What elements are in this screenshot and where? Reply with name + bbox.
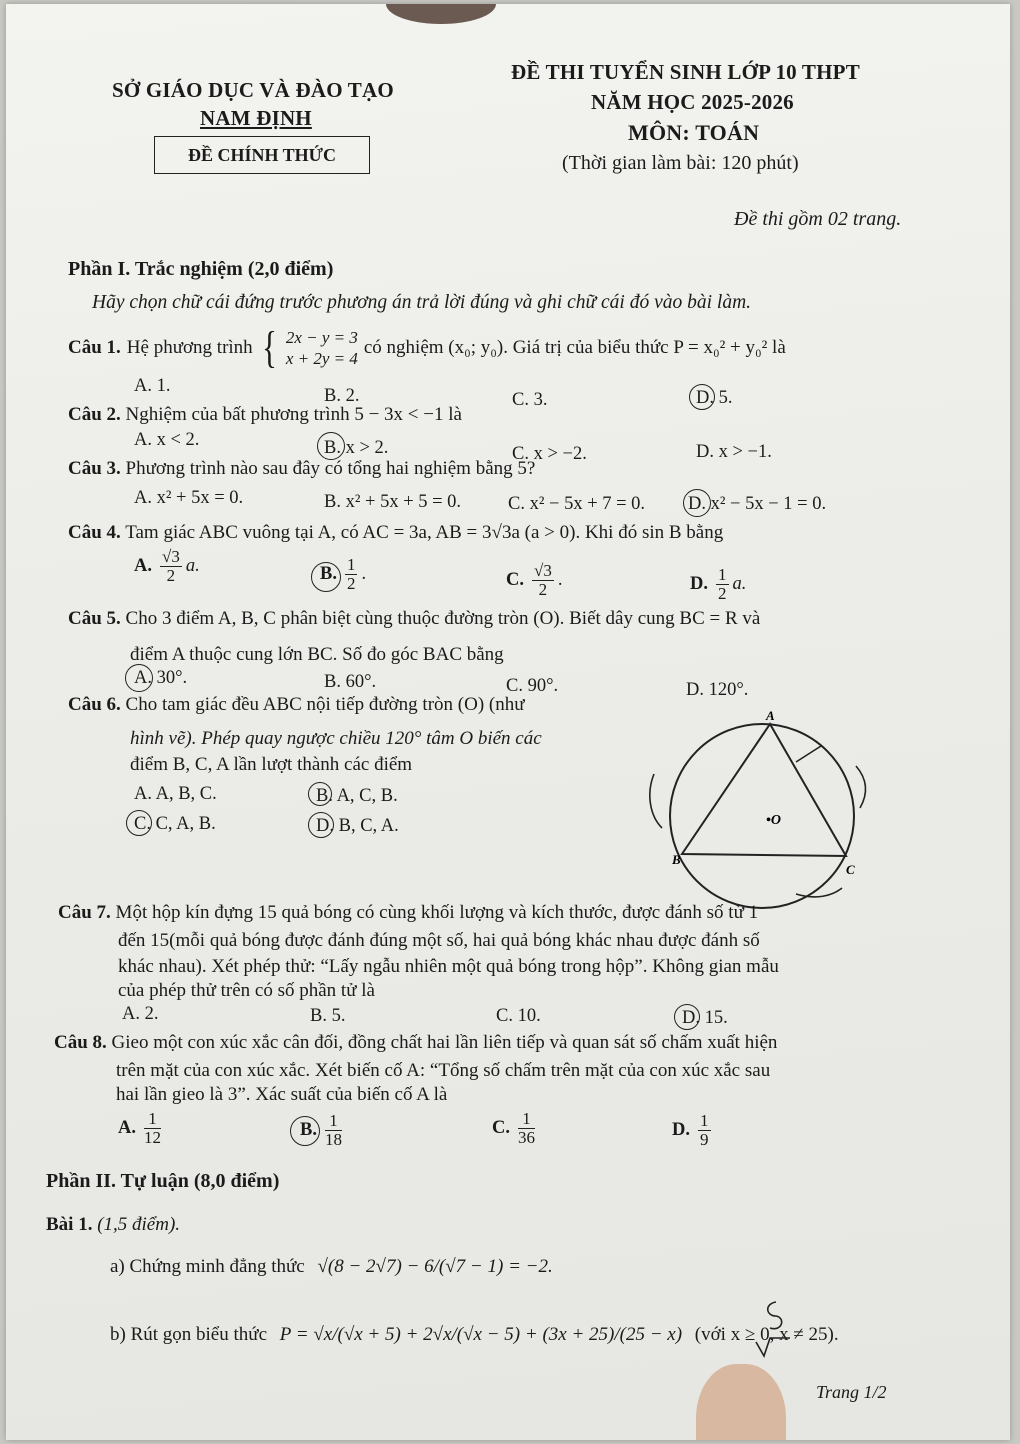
q4-opt-c-num: √3 [534, 561, 552, 580]
q3-line [68, 458, 535, 480]
q8-opt-d [672, 1112, 711, 1149]
q4-opt-d-den: 2 [718, 583, 727, 603]
q8-opt-a-num: 1 [144, 1110, 161, 1129]
dept-line1: SỞ GIÁO DỤC VÀ ĐÀO TẠO [112, 78, 394, 102]
q8-opt-d-frac [698, 1112, 711, 1149]
q8-text1: Gieo một con xúc xắc cân đối, đồng chất hai lần liên tiếp và quan sát số chấm xuất hiện [111, 1032, 778, 1053]
q8-opt-d-num: 1 [700, 1111, 709, 1130]
q1-opt-a: A. 1. [134, 376, 171, 396]
q4-opt-c-den: 2 [538, 579, 548, 599]
school-year: NĂM HỌC 2025-2026 [591, 90, 794, 114]
q6-pen-stroke-right [856, 766, 866, 808]
q1-brace: { [261, 323, 277, 372]
q4-opt-b-frac [345, 556, 358, 593]
exam-title: ĐỀ THI TUYỂN SINH LỚP 10 THPT [511, 60, 860, 84]
q8-opt-c-num: 1 [518, 1110, 535, 1129]
q7-opt-d: D. 15. [682, 1008, 728, 1028]
q7-opt-b: B. 5. [310, 1006, 346, 1026]
q4-line [68, 522, 723, 544]
bai1a-expr: √(8 − 2√7) − 6/(√7 − 1) = −2. [317, 1256, 553, 1277]
q6-pen-stroke-left [650, 774, 662, 828]
q4-opt-b-tail: . [361, 563, 367, 584]
q1-line [68, 323, 786, 372]
q4-answer-circle [311, 562, 341, 592]
q4-opt-d-tail: a. [732, 573, 747, 594]
pages-note: Đề thi gồm 02 trang. [734, 208, 902, 230]
q4-opt-b-den: 2 [346, 573, 356, 593]
q7-text2: đến 15(mỗi quả bóng được đánh đúng một số, hai quả bóng khác nhau được đánh số [118, 930, 760, 951]
q8-opt-a-frac [144, 1110, 161, 1147]
q2-line [68, 404, 462, 426]
q6-text3: điểm B, C, A lần lượt thành các điểm [130, 754, 413, 775]
q8-opt-a-den: 12 [144, 1127, 161, 1147]
q6-text2: hình vẽ). Phép quay ngược chiều 120° tâm O biến các [130, 728, 542, 749]
q6-mark-b [308, 782, 332, 806]
q1-eq1: 2x − y = 3 [285, 327, 358, 347]
q4-opt-b-num: 1 [346, 555, 356, 574]
q8-opt-a [118, 1110, 161, 1147]
part1-instruction: Hãy chọn chữ cái đứng trước phương án trả lời đúng và ghi chữ cái đó vào bài làm. [92, 292, 752, 313]
q2-opt-c: C. x > −2. [512, 444, 587, 464]
q6-opt-d: D. B, C, A. [316, 816, 399, 836]
q6-opt-c: C. C, A, B. [134, 814, 216, 834]
q6-label-o: •O [766, 813, 782, 828]
q1-system [286, 327, 358, 370]
q5-opt-b: B. 60°. [324, 672, 377, 692]
q4-opt-d-num: 1 [718, 565, 727, 584]
q8-opt-c [492, 1110, 535, 1147]
bai1a-text: a) Chứng minh đẳng thức [110, 1256, 305, 1277]
q2-label: Câu 2. [68, 404, 121, 425]
finger-bottom [696, 1364, 786, 1440]
bai1-label: Bài 1. [46, 1214, 93, 1235]
q4-opt-c-frac [532, 562, 554, 599]
q6-text1: Cho tam giác đều ABC nội tiếp đường tròn (O) (như [125, 694, 525, 715]
q5-answer-circle [125, 664, 153, 692]
q4-opt-c-tail: . [557, 569, 563, 590]
finger-shadow-top [386, 4, 496, 24]
q8-opt-b-frac [325, 1112, 342, 1149]
q5-label: Câu 5. [68, 608, 121, 629]
q5-line1 [68, 608, 760, 630]
bai1b-expr: P = √x/(√x + 5) + 2√x/(√x − 5) + (3x + 25)/(25 − x) [279, 1324, 683, 1345]
q6-label: Câu 6. [68, 694, 121, 715]
q3-opt-d: D. x² − 5x − 1 = 0. [688, 494, 827, 514]
q2-answer-circle [317, 432, 345, 460]
q8-line1 [54, 1032, 777, 1054]
q8-opt-d-letter: D. [672, 1119, 690, 1140]
bai1b-cond: (với x ≥ 0, x ≠ 25). [694, 1324, 839, 1345]
q8-opt-c-letter: C. [492, 1117, 510, 1138]
scribble-stroke-1 [768, 1302, 782, 1329]
bai1-line [46, 1214, 180, 1236]
q3-opt-b: B. x² + 5x + 5 = 0. [324, 492, 462, 512]
q4-opt-a-letter: A. [134, 555, 152, 576]
q7-label: Câu 7. [58, 902, 111, 923]
q1-opt-c: C. 3. [512, 390, 548, 410]
q8-label: Câu 8. [54, 1032, 107, 1053]
q4-opt-a-den: 2 [166, 565, 176, 585]
exam-paper [6, 4, 1010, 1440]
q7-line1 [58, 902, 758, 924]
q6-mark-d [308, 812, 334, 838]
q1-label: Câu 1. [68, 337, 121, 358]
q4-opt-d [690, 566, 746, 603]
q6-opt-a: A. A, B, C. [134, 784, 217, 804]
page-number: Trang 1/2 [816, 1382, 887, 1402]
q1-opt-b: B. 2. [324, 386, 360, 406]
q8-opt-c-frac [518, 1110, 535, 1147]
q4-opt-a-num: √3 [162, 547, 180, 566]
q1-answer-circle [689, 384, 715, 410]
q6-label-a: A [766, 708, 775, 723]
q2-opt-a: A. x < 2. [134, 430, 200, 450]
q7-answer-circle [674, 1004, 700, 1030]
q5-opt-d: D. 120°. [686, 680, 749, 700]
handwritten-scribble [746, 1294, 806, 1364]
official-box: ĐỀ CHÍNH THỨC [154, 136, 370, 174]
q4-opt-b-letter: B. [320, 563, 337, 584]
q5-text2: điểm A thuộc cung lớn BC. Số đo góc BAC bằng [130, 644, 504, 665]
q6-mark-c [126, 810, 152, 836]
q2-opt-b: B. x > 2. [324, 438, 389, 458]
q6-pen-tick [796, 746, 821, 762]
q4-text: Tam giác ABC vuông tại A, có AC = 3a, AB = 3√3a (a > 0). Khi đó sin B bằng [125, 522, 724, 543]
q5-opt-c: C. 90°. [506, 676, 559, 696]
q3-answer-circle [683, 489, 711, 517]
q6-opt-b: B. A, C, B. [316, 786, 398, 806]
q7-text3: khác nhau). Xét phép thử: “Lấy ngẫu nhiên một quả bóng trong hộp”. Không gian mẫu [118, 956, 779, 977]
q4-opt-d-letter: D. [690, 573, 708, 594]
q4-opt-a-frac [160, 548, 182, 585]
q4-label: Câu 4. [68, 522, 121, 543]
q1-opt-d: D. 5. [696, 388, 733, 408]
q1-text-a: Hệ phương trình [126, 337, 253, 358]
bai1-points: (1,5 điểm). [97, 1214, 181, 1235]
q3-opt-a: A. x² + 5x = 0. [134, 488, 244, 508]
q6-figure [646, 704, 876, 914]
bai1b-text: b) Rút gọn biểu thức [110, 1324, 268, 1345]
q4-opt-c [506, 562, 562, 599]
bai1a-line [110, 1256, 553, 1278]
q4-opt-d-frac [716, 566, 729, 603]
q8-opt-b-den: 18 [324, 1129, 342, 1149]
q6-circle [670, 724, 854, 908]
q8-answer-circle [290, 1116, 320, 1146]
q7-text1: Một hộp kín đựng 15 quả bóng có cùng khối lượng và kích thước, được đánh số từ 1 [115, 902, 759, 923]
part1-title: Phần I. Trắc nghiệm (2,0 điểm) [68, 258, 334, 280]
q6-line1 [68, 694, 525, 716]
q7-opt-c: C. 10. [496, 1006, 541, 1026]
q3-opt-c: C. x² − 5x + 7 = 0. [508, 494, 646, 514]
q2-text: Nghiệm của bất phương trình 5 − 3x < −1 là [125, 404, 462, 425]
q8-opt-a-letter: A. [118, 1117, 136, 1138]
q4-opt-c-letter: C. [506, 569, 524, 590]
q4-opt-a-tail: a. [185, 555, 200, 576]
q5-text1: Cho 3 điểm A, B, C phân biệt cùng thuộc đường tròn (O). Biết dây cung BC = R và [125, 608, 761, 629]
part2-title: Phần II. Tự luận (8,0 điểm) [46, 1170, 280, 1192]
q5-opt-a: A. 30°. [134, 668, 188, 688]
dept-line2: NAM ĐỊNH [200, 106, 312, 130]
q6-label-c: C [846, 862, 855, 877]
q8-opt-c-den: 36 [518, 1127, 535, 1147]
q8-opt-b-letter: B. [300, 1119, 317, 1140]
q4-opt-a [134, 548, 200, 585]
bai1b-line [110, 1324, 839, 1346]
q7-opt-a: A. 2. [122, 1004, 159, 1024]
q2-opt-d: D. x > −1. [696, 442, 772, 462]
q7-text4: của phép thử trên có số phần tử là [118, 980, 375, 1001]
subject: MÔN: TOÁN [628, 120, 760, 145]
q1-eq2: x + 2y = 4 [285, 349, 358, 368]
q3-label: Câu 3. [68, 458, 121, 479]
duration: (Thời gian làm bài: 120 phút) [562, 152, 799, 174]
q8-text3: hai lần gieo là 3”. Xác suất của biến cố A là [116, 1084, 448, 1105]
q8-opt-b-num: 1 [325, 1112, 342, 1131]
q8-opt-d-den: 9 [700, 1129, 709, 1149]
q8-text2: trên mặt của con xúc xắc. Xét biến cố A: “Tổng số chấm trên mặt của con xúc xắc sau [116, 1060, 771, 1081]
q6-label-b: B [672, 852, 681, 867]
q1-text-b: có nghiệm (x₀; y₀). Giá trị của biểu thức P = x₀² + y₀² là [363, 337, 786, 358]
scribble-stroke-2 [756, 1338, 790, 1356]
q3-text: Phương trình nào sau đây có tổng hai nghiệm bằng 5? [125, 458, 536, 479]
